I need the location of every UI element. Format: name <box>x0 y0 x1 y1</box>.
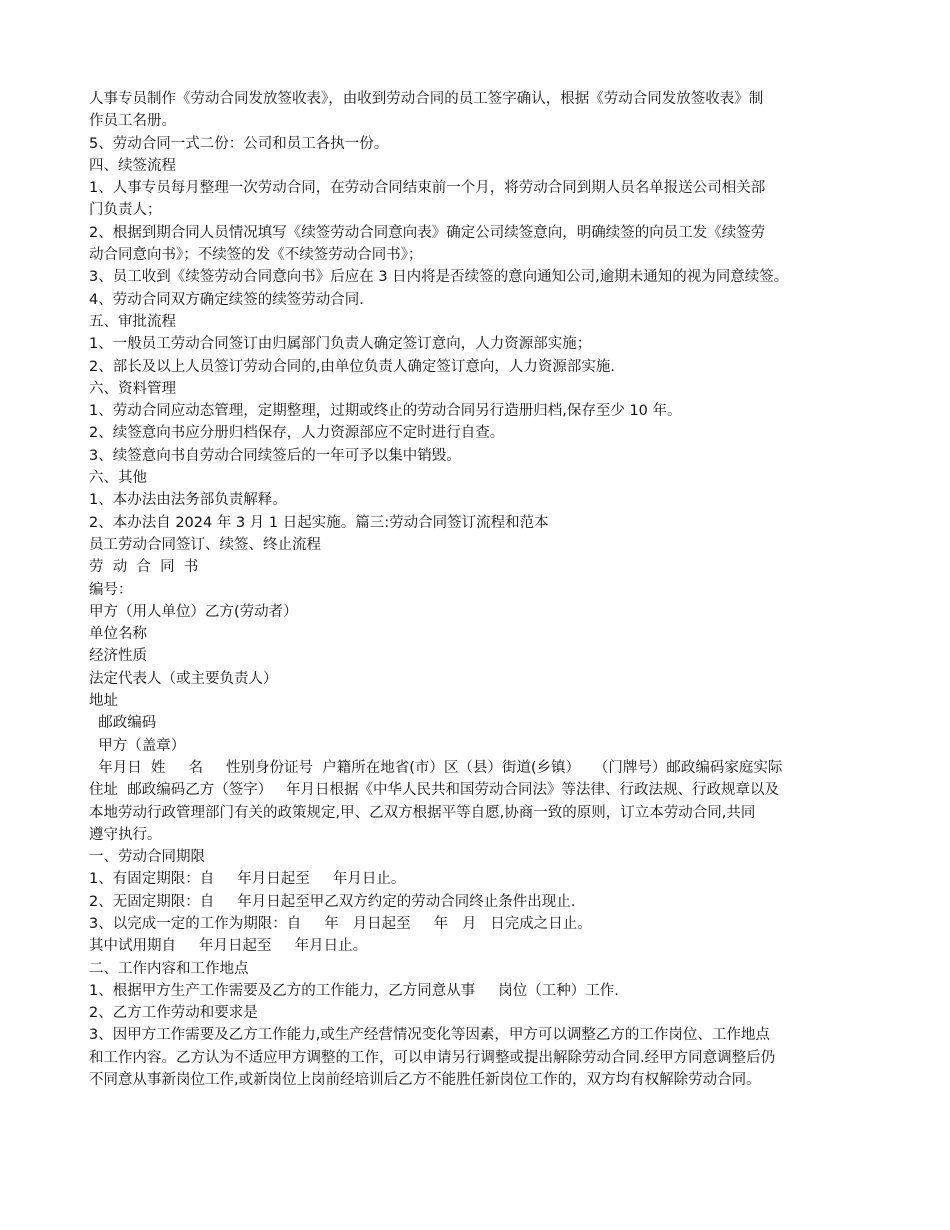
text-line: 作员工名册。 <box>89 113 176 130</box>
text-line: 遵守执行。 <box>89 826 162 843</box>
text-line: 2、无固定期限：自 年月日起至甲乙双方约定的劳动合同终止条件出现止. <box>89 893 576 910</box>
text-line: 1、一般员工劳动合同签订由归属部门负责人确定签订意向，人力资源部实施； <box>89 336 592 353</box>
text-line: 4、劳动合同双方确定续签的续签劳动合同. <box>89 291 364 308</box>
text-line: 3、因甲方工作需要及乙方工作能力,或生产经营情况变化等因素，甲方可以调整乙方的工作岗位、工作地点 <box>89 1027 770 1044</box>
text-line: 动合同意向书》；不续签的发《不续签劳动合同书》； <box>89 247 423 264</box>
text-line: 地址 <box>89 693 118 710</box>
section-heading: 六、其他 <box>89 470 147 487</box>
text-line: 5、劳动合同一式二份：公司和员工各执一份。 <box>89 135 389 152</box>
text-line: 不同意从事新岗位工作,或新岗位上岗前经培训后乙方不能胜任新岗位工作的，双方均有权解除劳动合同。 <box>89 1072 761 1089</box>
text-line: 经济性质 <box>89 648 147 665</box>
document-page <box>89 88 874 1091</box>
text-line: 法定代表人（或主要负责人） <box>89 670 278 687</box>
text-line: 1、本办法由法务部负责解释。 <box>89 492 287 509</box>
text-line: 邮政编码 <box>89 715 157 732</box>
section-heading: 五、审批流程 <box>89 313 176 330</box>
text-line: 其中试用期自 年月日起至 年月日止。 <box>89 938 368 955</box>
text-line: 本地劳动行政管理部门有关的政策规定,甲、乙双方根据平等自愿,协商一致的原则，订立本劳动合同,共同 <box>89 804 756 821</box>
text-line: 单位名称 <box>89 626 147 643</box>
section-heading: 四、续签流程 <box>89 157 176 174</box>
text-line: 2、部长及以上人员签订劳动合同的,由单位负责人确定签订意向，人力资源部实施. <box>89 358 615 375</box>
text-line: 2、根据到期合同人员情况填写《续签劳动合同意向表》确定公司续签意向，明确续签的向员工发《续签劳 <box>89 224 766 241</box>
text-line: 2、本办法自 2024 年 3 月 1 日起实施。篇三:劳动合同签订流程和范本 <box>89 514 549 531</box>
text-line: 1、根据甲方生产工作需要及乙方的工作能力，乙方同意从事 岗位（工种）工作. <box>89 982 619 999</box>
text-line: 人事专员制作《劳动合同发放签收表》，由收到劳动合同的员工签字确认，根据《劳动合同发放签收表》制 <box>89 91 764 107</box>
text-line: 1、有固定期限：自 年月日起至 年月日止。 <box>89 871 406 888</box>
text-line: 和工作内容。乙方认为不适应甲方调整的工作，可以申请另行调整或提出解除劳动合同.经甲方同意调整后仍 <box>89 1049 776 1066</box>
text-line: 2、乙方工作劳动和要求是 <box>89 1005 258 1022</box>
text-line: 2、续签意向书应分册归档保存，人力资源部应不定时进行自查。 <box>89 425 505 442</box>
text-line: 编号： <box>89 581 133 598</box>
text-line: 甲方（盖章） <box>89 737 186 754</box>
text-line: 门负责人； <box>89 202 162 219</box>
text-line: 3、续签意向书自劳动合同续签后的一年可予以集中销毁。 <box>89 447 461 464</box>
section-heading: 一、劳动合同期限 <box>89 849 205 866</box>
contract-title: 劳 动 合 同 书 <box>89 559 199 576</box>
section-heading: 二、工作内容和工作地点 <box>89 960 249 977</box>
text-line: 1、劳动合同应动态管理，定期整理，过期或终止的劳动合同另行造册归档,保存至少 10 年。 <box>89 403 682 420</box>
text-line: 甲方（用人单位）乙方(劳动者） <box>89 603 298 620</box>
text-line: 3、以完成一定的工作为期限：自 年 月日起至 年 月 日完成之日止。 <box>89 915 592 932</box>
text-line: 1、人事专员每月整理一次劳动合同，在劳动合同结束前一个月，将劳动合同到期人员名单报送公司相关部 <box>89 180 766 197</box>
text-line: 住址 邮政编码乙方（签字） 年月日根据《中华人民共和国劳动合同法》等法律、行政法规、行政规章以及 <box>89 782 780 799</box>
subtitle-line: 员工劳动合同签订、续签、终止流程 <box>89 536 321 553</box>
section-heading: 六、资料管理 <box>89 380 176 397</box>
text-line: 年月日 姓 名 性别身份证号 户籍所在地省(市）区（县）街道(乡镇） （门牌号）邮政编码家庭实际 <box>89 759 783 776</box>
text-line: 3、员工收到《续签劳动合同意向书》后应在 3 日内将是否续签的意向通知公司,逾期未通知的视为同意续签。 <box>89 269 789 286</box>
